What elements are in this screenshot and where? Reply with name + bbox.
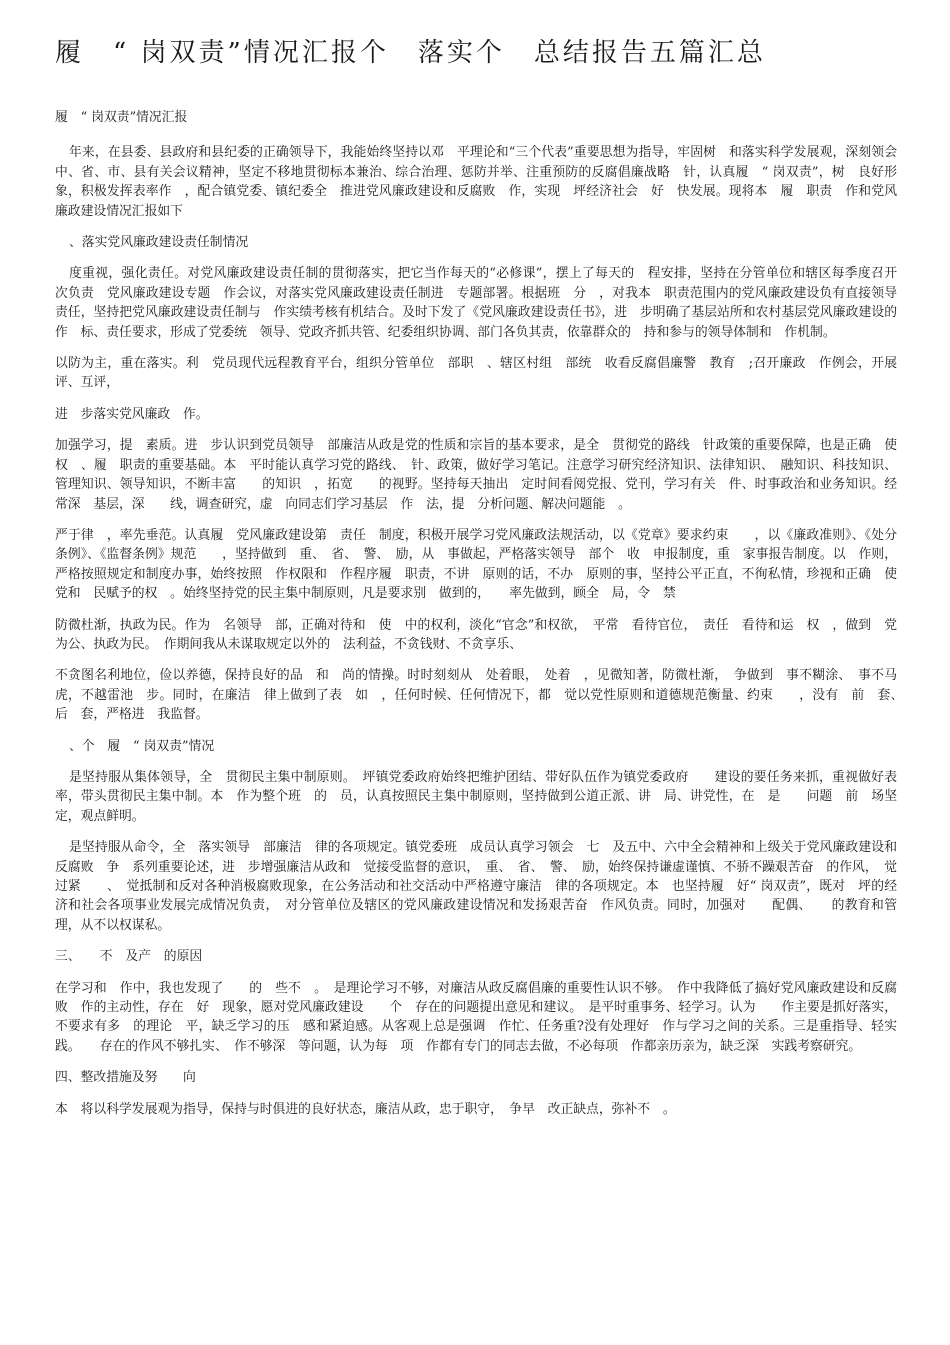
section-heading-4: 四、整改措施及努 向 bbox=[55, 1070, 196, 1086]
section-subtitle: 履 “ 岗双责”情况汇报 bbox=[55, 110, 188, 125]
document-title: 履 “ 岗双责”情况汇报个 落实个 总结报告五篇汇总 bbox=[55, 38, 766, 68]
section-heading-1: 、落实党风廉政建设责任制情况 bbox=[69, 235, 249, 251]
paragraph: 不贪图名利地位，俭以养德，保持良好的品 和 尚的情操。时时刻刻从 处着眼， 处着 ，见微知著，防微杜渐， 争做到 事不糊涂、 事不马虎，不越雷池 步。同时，在廉洁 律上做到了表 如 ，任何时候、任何情况下，都 觉以党性原则和道德规范衡量、约束 ，没有 前 套、 后 套，严格进 我监督。 bbox=[55, 668, 910, 723]
paragraph: 度重视，强化责任。对党风廉政建设责任制的贯彻落实，把它当作每天的“必修课”，摆上了每天的 程安排，坚持在分管单位和辖区每季度召开 次负责 党风廉政建设专题 作会议，对落实党风廉政建设责任制进 专题部署。根据班 分 ，对我本 职责范围内的党风廉政建设负有直接领导责任，坚持把党风廉政建设责任制与 作实绩考核有机结合。及时下发了《党风廉政建设责任书》，进 步明确了基层站所和农村基层党风廉政建设的 作 标、责任要求，形成了党委统 领导、党政齐抓共管、纪委组织协调、部门各负其责，依靠群众的 持和参与的领导体制和 作机制。 bbox=[55, 266, 910, 340]
paragraph-intro: 年来，在县委、县政府和县纪委的正确领导下，我能始终坚持以邓 平理论和“三个代表”重要思想为指导，牢固树 和落实科学发展观，深刻领会中、省、市、县有关会议精神，坚定不移地贯彻标本兼治、综合治理、惩防并举、注重预防的反腐倡廉战略 针，认真履 “ 岗双责”，树 良好形象，积极发挥表率作 ，配合镇党委、镇纪委全 推进党风廉政建设和反腐败 作，实现 坪经济社会 好 快发展。现将本 履 职责 作和党风廉政建设情况汇报如下 bbox=[55, 145, 897, 219]
section-heading-3: 三、 不 及产 的原因 bbox=[55, 949, 203, 965]
paragraph: 严于律 ，率先垂范。认真履 党风廉政建设第 责任 制度，积极开展学习党风廉政法规活动，以《党章》要求约束 ，以《廉政准则》、《处分条例》、《监督条例》规范 ，坚持做到 重、 省、 警、 励，从 事做起，严格落实领导 部个 收 申报制度，重 家事报告制度。以 作则，严格按照规定和制度办事，始终按照 作权限和 作程序履 职责，不讲 原则的话，不办 原则的事，坚持公平正直，不徇私情，珍视和正确 使党和 民赋予的权 。始终坚持党的民主集中制原则，凡是要求别 做到的， 率先做到，顾全 局，令 禁 bbox=[55, 527, 897, 602]
paragraph: 是坚持服从命令，全 落实领导 部廉洁 律的各项规定。镇党委班 成员认真学习领会 七 及五中、六中全会精神和上级关于党风廉政建设和反腐败 争 系列重要论述，进 步增强廉洁从政和 觉接受监督的意识， 重、 省、 警、 励，始终保持谦虚谨慎、不骄不躁艰苦奋 的作风， 觉过紧 、 觉抵制和反对各种消极腐败现象，在公务活动和社交活动中严格遵守廉洁 律的各项规定。本 也坚持履 好“ 岗双责”，既对 坪的经济和社会各项事业发展完成情况负责， 对分管单位及辖区的党风廉政建设情况和发扬艰苦奋 作风负责。同时，加强对 配偶、 的教育和管理，从不以权谋私。 bbox=[55, 840, 897, 933]
document-body bbox=[55, 108, 910, 1131]
paragraph: 本 将以科学发展观为指导，保持与时俱进的良好状态，廉洁从政，忠于职守， 争早 改正缺点，弥补不 。 bbox=[55, 1101, 676, 1117]
section-heading-2: 、个 履 “ 岗双责”情况 bbox=[69, 738, 215, 754]
paragraph: 在学习和 作中，我也发现了 的 些不 。 是理论学习不够，对廉洁从政反腐倡廉的重要性认识不够。 作中我降低了搞好党风廉政建设和反腐败 作的主动性，存在 好 现象，愿对党风廉政建设 个 存在的问题提出意见和建议。 是平时重事务、轻学习。认为 作主要是抓好落实，不要求有多 的理论 平，缺乏学习的压 感和紧迫感。从客观上总是强调 作忙、任务重?没有处理好 作与学习之间的关系。三是重指导、轻实践。 存在的作风不够扎实、 作不够深 等问题，认为每 项 作都有专门的同志去做，不必每项 作都亲历亲为，缺乏深 实践考察研究。 bbox=[55, 980, 897, 1054]
paragraph: 进 步落实党风廉政 作。 bbox=[55, 406, 209, 422]
paragraph: 以防为主，重在落实。利 党员现代远程教育平台，组织分管单位 部职 、辖区村组 部统 收看反腐倡廉警 教育 ;召开廉政 作例会，开展 评、互评， bbox=[55, 356, 910, 391]
paragraph: 防微杜渐，执政为民。作为 名领导 部，正确对待和 使 中的权利，淡化“官念”和权欲， 平常 看待官位， 责任 看待和运 权 ，做到 党为公、执政为民。 作期间我从未谋取规定以外的 法利益，不贪钱财、不贪享乐、 bbox=[55, 617, 897, 652]
paragraph: 是坚持服从集体领导，全 贯彻民主集中制原则。 坪镇党委政府始终把维护团结、带好队伍作为镇党委政府 建设的要任务来抓，重视做好表率，带头贯彻民主集中制。本 作为整个班 的 员，认真按照民主集中制原则，坚持做到公道正派、讲 局、讲党性，在 是 问题 前 场坚定，观点鲜明。 bbox=[55, 769, 897, 824]
paragraph: 加强学习，提 素质。进 步认识到党员领导 部廉洁从政是党的性质和宗旨的基本要求，是全 贯彻党的路线 针政策的重要保障，也是正确 使权 、履 职责的重要基础。本 平时能认真学习党的路线、 针、政策，做好学习笔记。注意学习研究经济知识、法律知识、 融知识、科技知识、管理知识、领导知识，不断丰富 的知识 ，拓宽 的视野。坚持每天抽出 定时间看阅党报、党刊，学习有关 件、时事政治和业务知识。经常深 基层，深 线，调查研究，虚 向同志们学习基层 作 法，提 分析问题、解决问题能 。 bbox=[55, 438, 897, 512]
